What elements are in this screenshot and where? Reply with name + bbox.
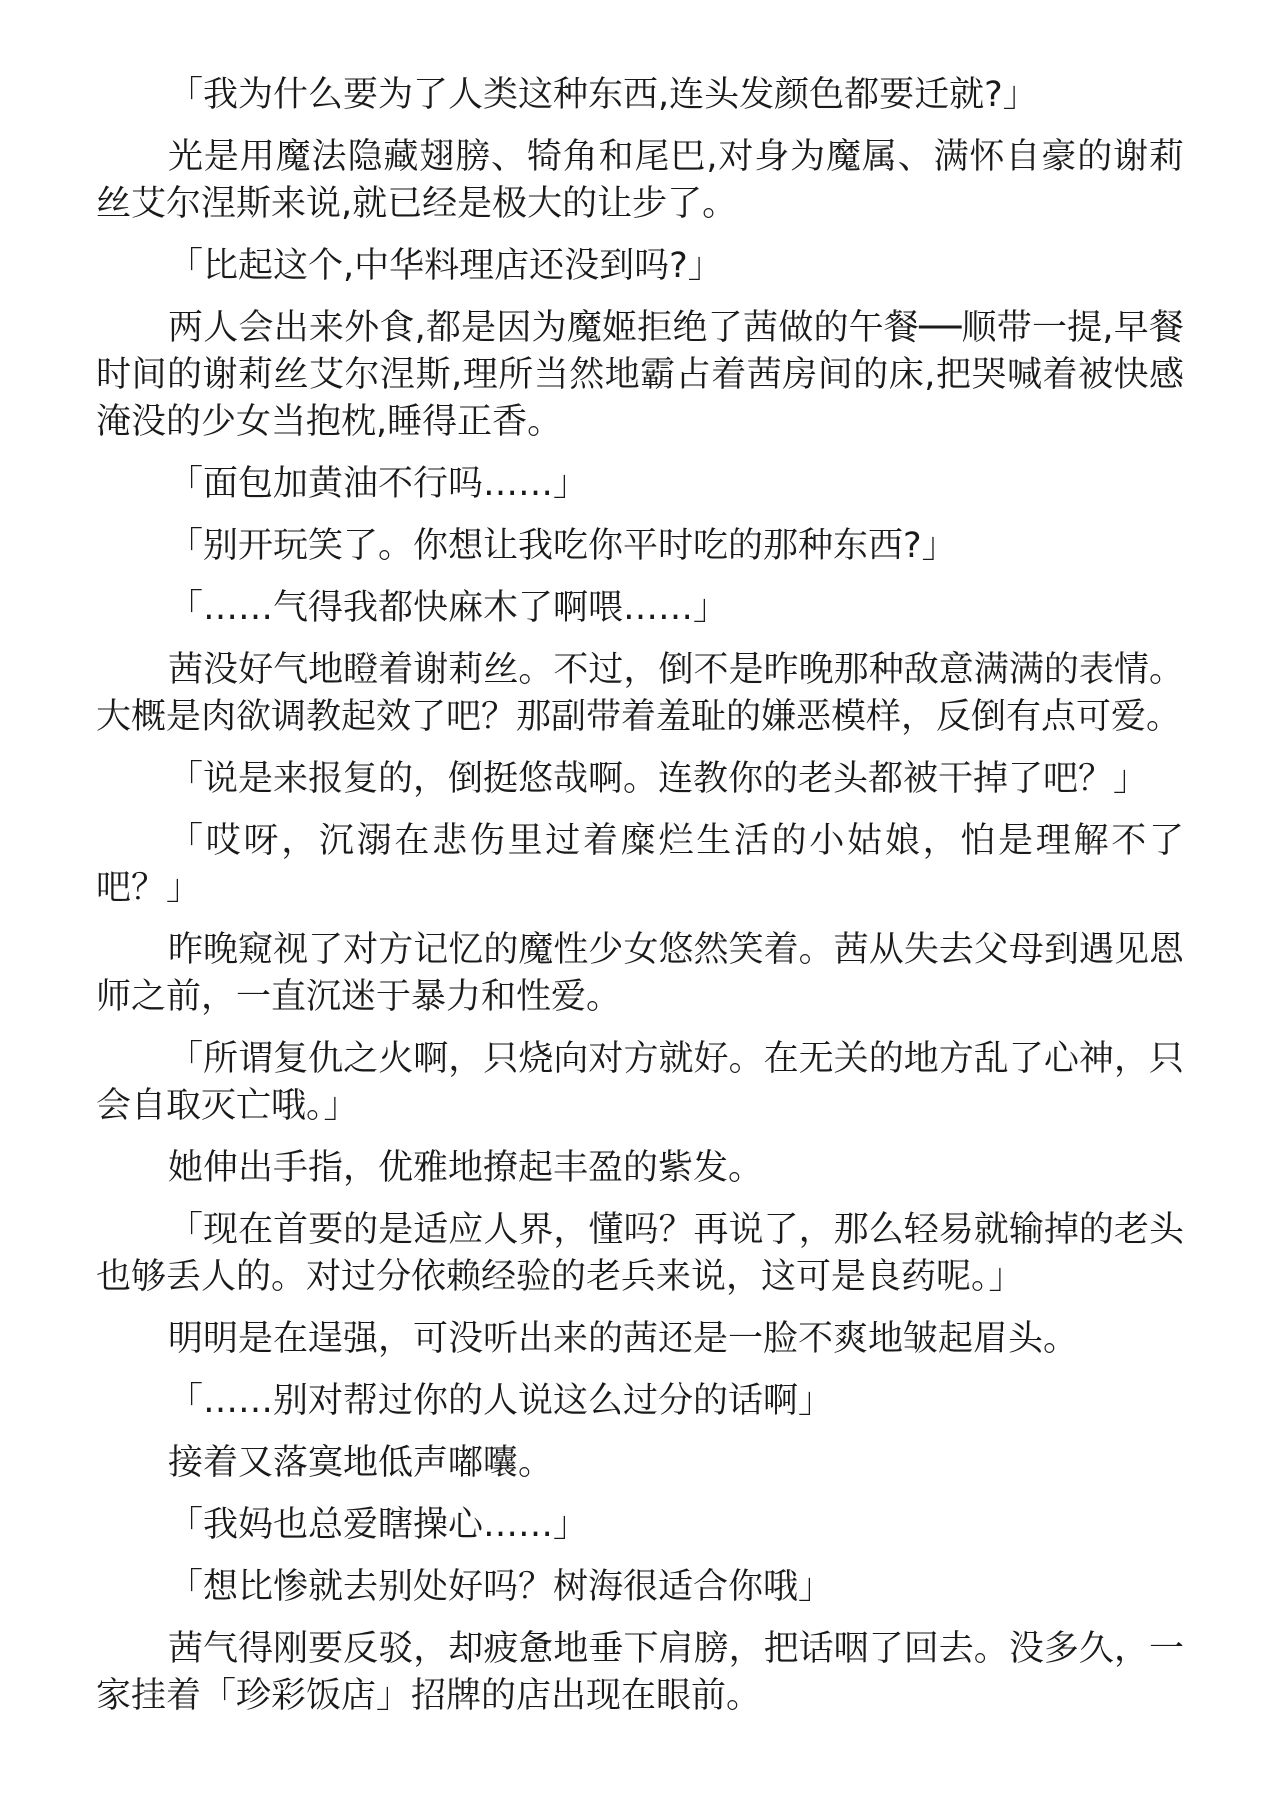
paragraph-16: 「……别对帮过你的人说这么过分的话啊」	[168, 1381, 834, 1421]
paragraph-1: 「我为什么要为了人类这种东西,连头发颜色都要迁就?」	[168, 75, 1038, 115]
paragraph-7: 「……气得我都快麻木了啊喂……」	[168, 588, 729, 628]
paragraph-20: 茜气得刚要反驳，却疲惫地垂下肩膀，把话咽了回去。没多久，一家挂着「珍彩饭店」招牌的店出现在眼前。	[96, 1629, 1184, 1716]
paragraph-9: 「说是来报复的，倒挺悠哉啊。连教你的老头都被干掉了吧？」	[168, 759, 1149, 799]
paragraph-18: 「我妈也总爱瞎操心……」	[168, 1505, 589, 1545]
paragraph-10: 「哎呀，沉溺在悲伤里过着糜烂生活的小姑娘，怕是理解不了吧？」	[96, 821, 1184, 908]
paragraph-11: 昨晚窥视了对方记忆的魔性少女悠然笑着。茜从失去父母到遇见恩师之前，一直沉迷于暴力和性爱。	[96, 930, 1184, 1017]
paragraph-14: 「现在首要的是适应人界，懂吗？再说了，那么轻易就输掉的老头也够丢人的。对过分依赖经验的老兵来说，这可是良药呢。」	[96, 1210, 1184, 1297]
paragraph-2: 光是用魔法隐藏翅膀、犄角和尾巴,对身为魔属、满怀自豪的谢莉丝艾尔涅斯来说,就已经是极大的让步了。	[96, 137, 1184, 224]
paragraph-17: 接着又落寞地低声嘟囔。	[168, 1443, 554, 1483]
paragraph-3: 「比起这个,中华料理店还没到吗?」	[168, 246, 723, 286]
paragraph-15: 明明是在逞强，可没听出来的茜还是一脸不爽地皱起眉头。	[168, 1319, 1079, 1359]
paragraph-12: 「所谓复仇之火啊，只烧向对方就好。在无关的地方乱了心神，只会自取灭亡哦。」	[96, 1039, 1184, 1126]
paragraph-5: 「面包加黄油不行吗……」	[168, 464, 589, 504]
paragraph-8: 茜没好气地瞪着谢莉丝。不过，倒不是昨晚那种敌意满满的表情。大概是肉欲调教起效了吧？那副带着羞耻的嫌恶模样，反倒有点可爱。	[96, 650, 1184, 737]
paragraph-13: 她伸出手指，优雅地撩起丰盈的紫发。	[168, 1148, 764, 1188]
paragraph-6: 「别开玩笑了。你想让我吃你平时吃的那种东西?」	[168, 526, 957, 566]
paragraph-4: 两人会出来外食,都是因为魔姬拒绝了茜做的午餐──顺带一提,早餐时间的谢莉丝艾尔涅斯,理所当然地霸占着茜房间的床,把哭喊着被快感淹没的少女当抱枕,睡得正香。	[96, 308, 1184, 442]
paragraph-19: 「想比惨就去别处好吗？树海很适合你哦」	[168, 1567, 834, 1607]
